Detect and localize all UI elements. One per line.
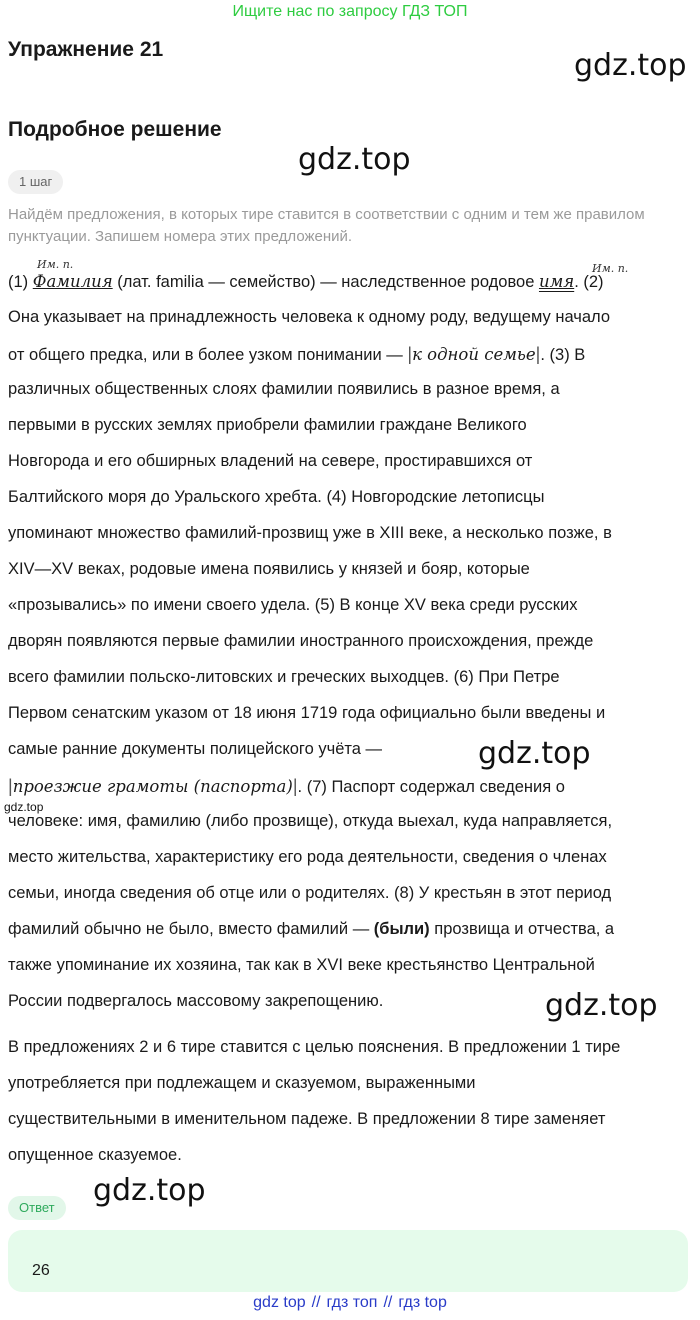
instruction-text: Найдём предложения, в которых тире ставится в соответствии с одним и тем же правилом пунктуации. Запишем номера этих предложений. — [8, 206, 645, 245]
search-banner: Ищите нас по запросу ГДЗ ТОП — [232, 3, 468, 20]
text-line-5: первыми в русских землях приобрели фамилии граждане Великого — [8, 416, 527, 434]
clarification-phrase: проезжие грамоты (паспорта) — [12, 777, 293, 796]
watermark: gdz.top — [545, 988, 658, 1023]
explanation-line: существительными в именительном падеже. В предложении 8 тире заменяет — [8, 1110, 606, 1128]
text-line-2: Она указывает на принадлежность человека к одному роду, ведущему начало — [8, 308, 611, 326]
text-line-15: |проезжие грамоты (паспорта)|. (7) Паспорт содержал сведения о — [8, 776, 565, 796]
bottom-links — [0, 1294, 700, 1312]
text-line-17: место жительства, характеристику его рода деятельности, сведения о членах — [8, 848, 607, 866]
text-line-18: семьи, иногда сведения об отце или о родителях. (8) У крестьян в этот период — [8, 884, 612, 902]
text-line-13: Первом сенатским указом от 18 июня 1719 года официально были введены и — [8, 704, 606, 722]
bottom-link[interactable]: гдз топ — [326, 1294, 378, 1311]
explanation-line: опущенное сказуемое. — [8, 1146, 182, 1164]
text-line-1: (1) Фамилия (лат. familia — семейство) — наследственное родовое имя. (2) — [8, 272, 604, 291]
text-line-3: от общего предка, или в более узком понимании — |к одной семье|. (3) В — [8, 344, 586, 364]
watermark: gdz.top — [298, 142, 411, 177]
explanation-line: В предложениях 2 и 6 тире ставится с целью пояснения. В предложении 1 тире — [8, 1038, 621, 1056]
clarification-phrase: к одной семье — [412, 345, 536, 364]
text-line-4: различных общественных слоях фамилии появились в разное время, а — [8, 380, 560, 398]
bottom-link[interactable]: gdz top — [253, 1294, 306, 1311]
text-line-11: дворян появляются первые фамилии иностранного происхождения, прежде — [8, 632, 594, 650]
answer-box — [8, 1230, 688, 1292]
answer-value: 26 — [32, 1262, 50, 1279]
text-line-10: «прозывались» по имени своего удела. (5) В конце XV века среди русских — [8, 596, 578, 614]
watermark-small: gdz.top — [4, 800, 44, 814]
exercise-title: Упражнение 21 — [8, 38, 164, 61]
text-line-8: упоминают множество фамилий-прозвищ уже в XIII веке, а несколько позже, в — [8, 524, 612, 542]
text-line-20: также упоминание их хозяина, так как в XVI веке крестьянство Центральной — [8, 956, 595, 974]
text-line-9: XIV—XV веках, родовые имена появились у князей и бояр, которые — [8, 560, 530, 578]
text-line-14: самые ранние документы полицейского учёта — — [8, 740, 383, 758]
text-line-21: России подвергалось массовому закрепощению. — [8, 992, 384, 1010]
text-line-12: всего фамилии польско-литовских и греческих выходцев. (6) При Петре — [8, 668, 560, 686]
watermark: gdz.top — [478, 736, 591, 771]
answer-badge: Ответ — [8, 1196, 66, 1220]
link-separator: // — [383, 1294, 393, 1311]
watermark: gdz.top — [574, 48, 687, 83]
bottom-link[interactable]: гдз top — [398, 1294, 447, 1311]
grammar-note-subject: Им. п. — [37, 258, 74, 271]
text-line-6: Новгорода и его обширных владений на севере, простиравшихся от — [8, 452, 533, 470]
predicate-word: имя — [538, 272, 575, 291]
text-line-7: Балтийского моря до Уральского хребта. (4) Новгородские летописцы — [8, 488, 545, 506]
explanation-line: употребляется при подлежащем и сказуемом, выраженными — [8, 1074, 476, 1092]
inserted-word: (были) — [373, 920, 430, 938]
link-separator: // — [311, 1294, 321, 1311]
section-title: Подробное решение — [8, 118, 222, 141]
subject-word: Фамилия — [32, 272, 113, 291]
watermark: gdz.top — [93, 1173, 206, 1208]
grammar-note-predicate: Им. п. — [592, 262, 629, 275]
text-line-19: фамилий обычно не было, вместо фамилий — (были) прозвища и отчества, а — [8, 920, 615, 938]
step-badge: 1 шаг — [8, 170, 63, 194]
text-line-16: человеке: имя, фамилию (либо прозвище), откуда выехал, куда направляется, — [8, 812, 613, 830]
